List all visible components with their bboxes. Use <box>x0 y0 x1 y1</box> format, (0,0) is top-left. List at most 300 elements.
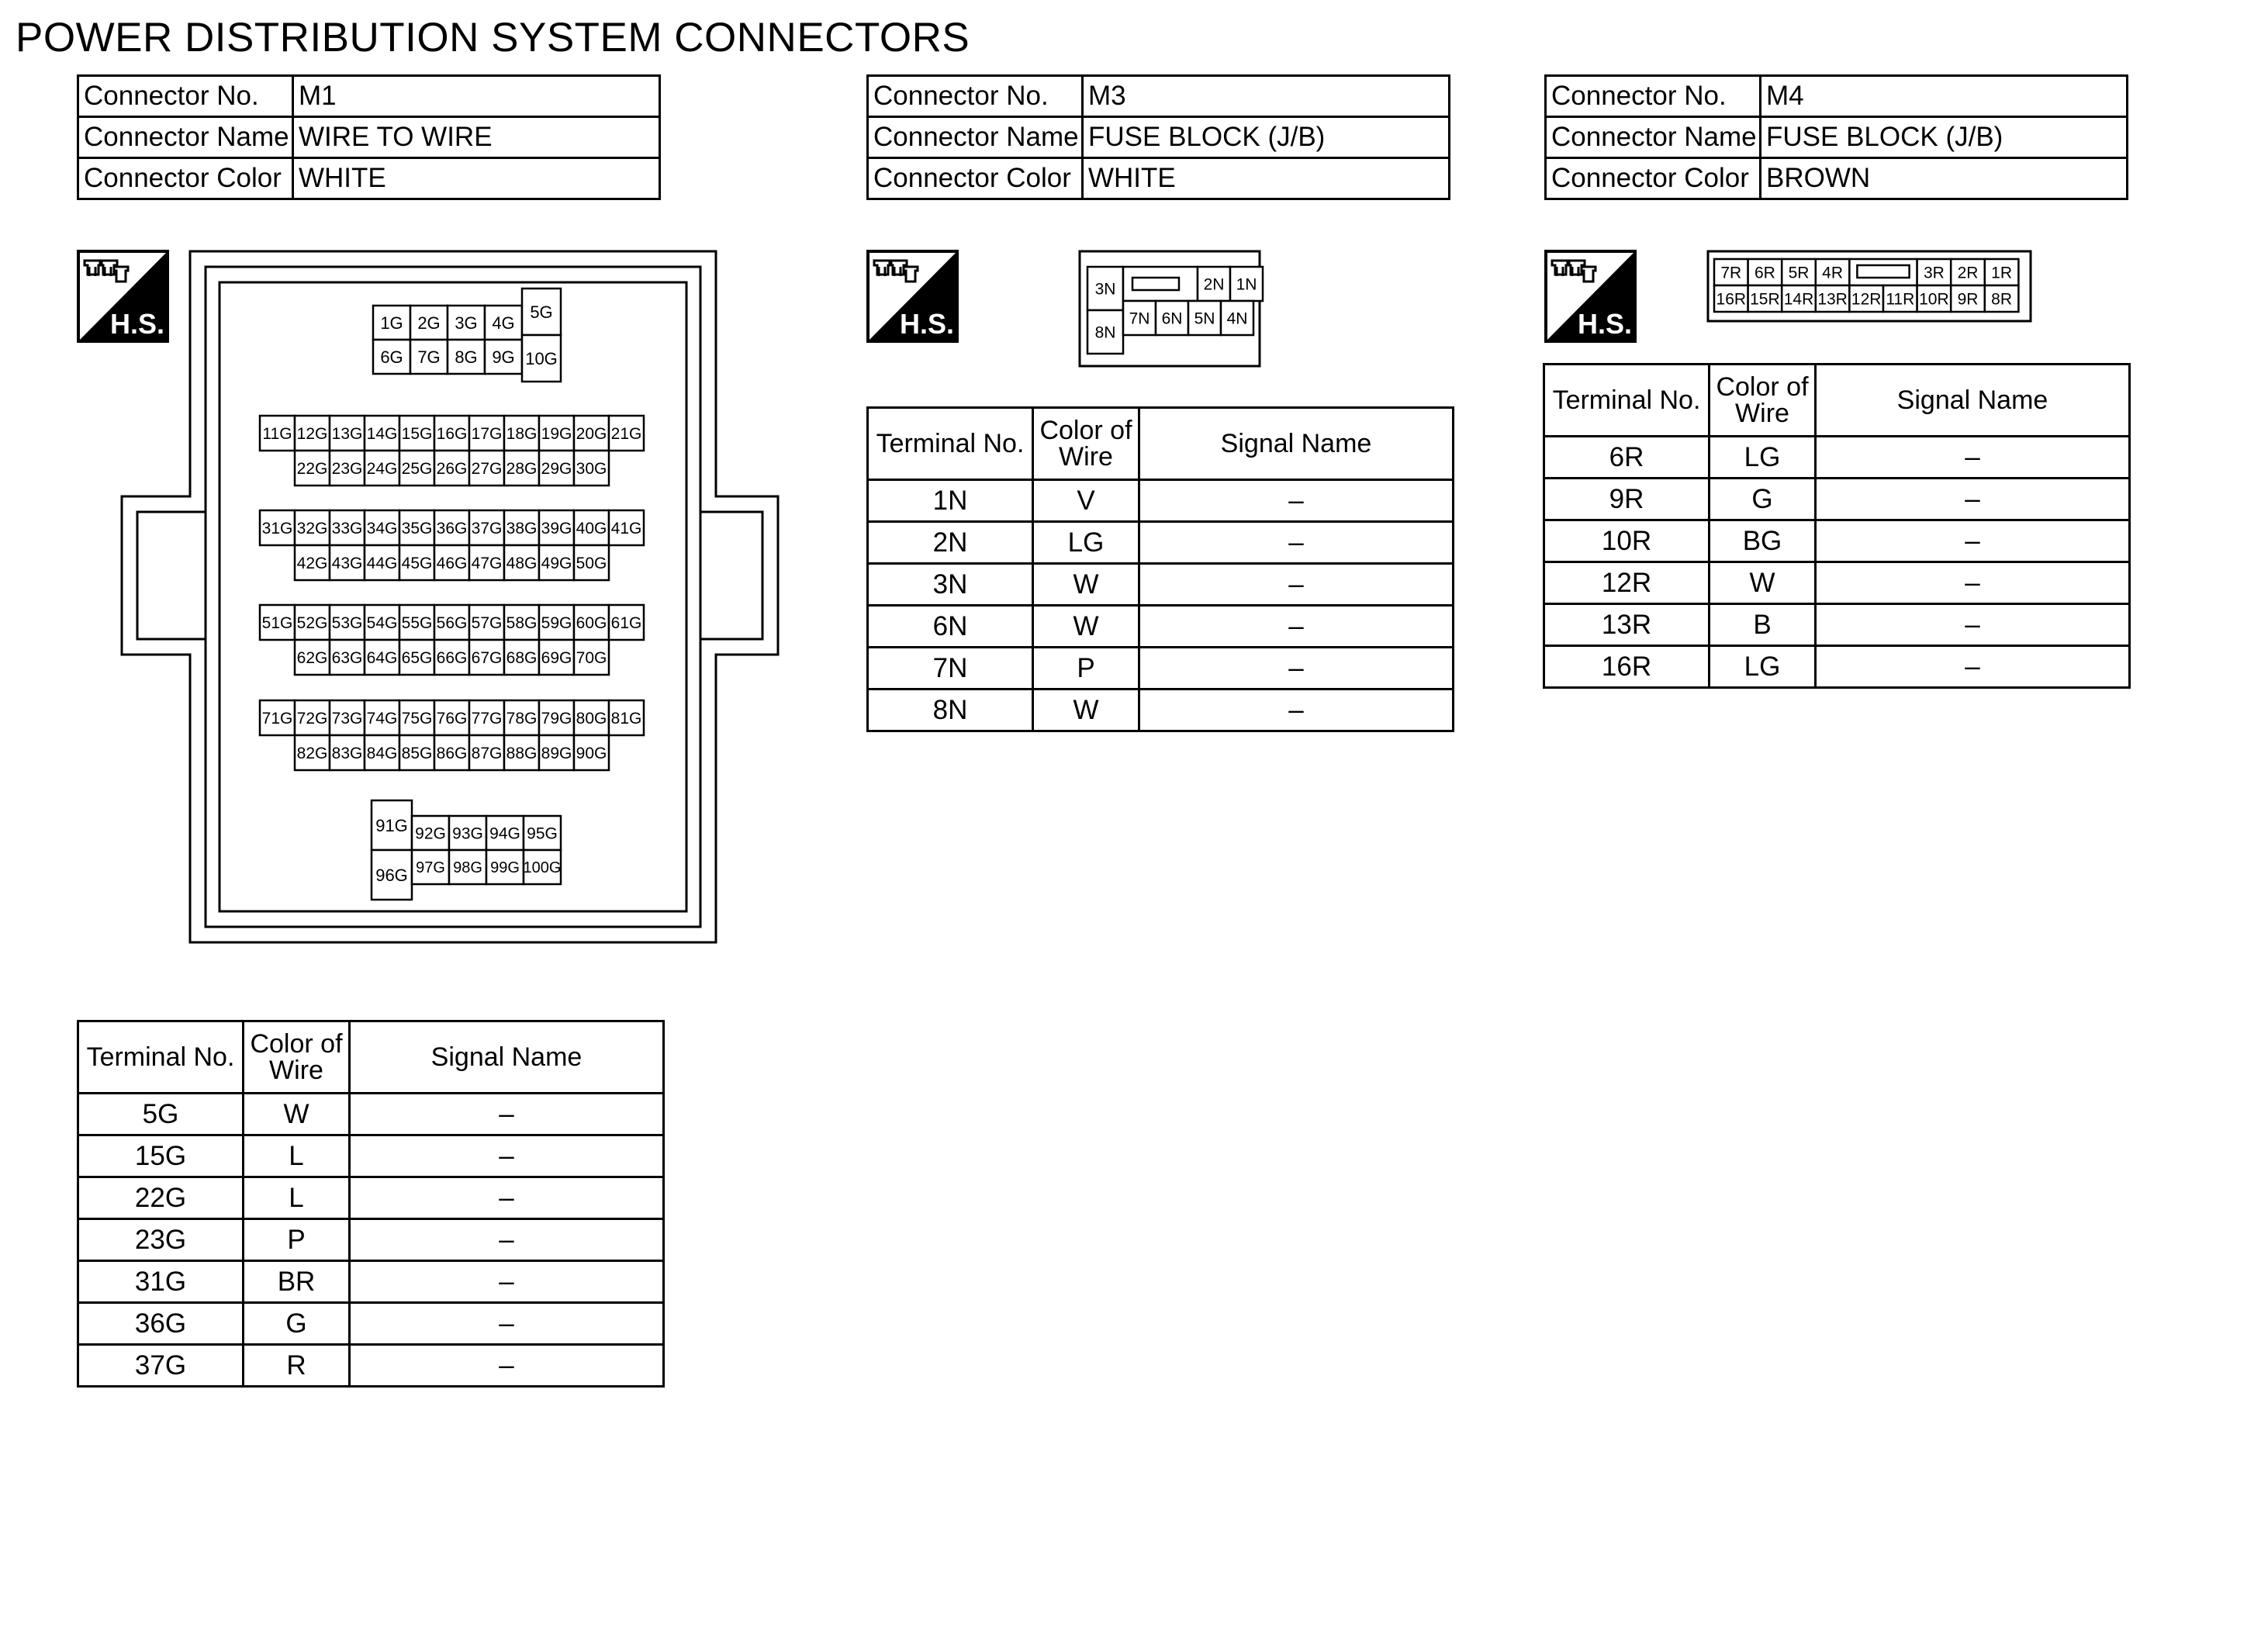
pin-label: 9R <box>1957 290 1979 309</box>
table-row <box>868 606 1454 648</box>
pin-label: 26G <box>436 460 468 479</box>
table-row <box>1544 479 2130 520</box>
info-label: Connector Color <box>868 158 1083 199</box>
terminal-no-cell: 37G <box>78 1345 244 1387</box>
connector-pin <box>372 800 412 850</box>
connector-pin <box>434 545 469 580</box>
connector-pin <box>504 510 539 545</box>
terminal-no-cell: 16R <box>1544 646 1710 688</box>
pin-label: 3N <box>1094 280 1116 299</box>
connector-pin <box>1917 285 1952 312</box>
pin-label: 8R <box>1991 290 2013 309</box>
connector-pin <box>524 816 561 850</box>
connector-pin <box>504 451 539 486</box>
wire-color-cell: LG <box>1710 437 1816 479</box>
pin-label: 48G <box>506 555 538 573</box>
connector-pin <box>1748 259 1782 285</box>
connector-pin <box>365 451 399 486</box>
harness-side-icon <box>866 250 959 343</box>
wire-color-cell: W <box>244 1094 350 1135</box>
wire-color-cell: BR <box>244 1261 350 1303</box>
pin-label: 74G <box>366 710 398 728</box>
pin-label: 33G <box>331 520 363 538</box>
pin-label: 4N <box>1226 309 1248 328</box>
terminal-no-cell: 36G <box>78 1303 244 1345</box>
pin-label: 1G <box>380 313 403 333</box>
pin-label: 50G <box>576 555 607 573</box>
pin-label: 5G <box>530 302 553 322</box>
pin-label: 37G <box>471 520 503 538</box>
signal-name-cell: – <box>1139 648 1454 689</box>
pin-label: 19G <box>541 425 572 444</box>
pin-label: 7R <box>1720 264 1742 282</box>
signal-name-cell: – <box>1139 564 1454 606</box>
pin-label: 63G <box>331 649 363 668</box>
pin-label: 6N <box>1161 309 1183 328</box>
table-row <box>78 1303 664 1345</box>
connector-pin <box>330 640 365 675</box>
pin-label: 15G <box>401 425 433 444</box>
pin-label: 8G <box>455 347 478 367</box>
pin-label: 4G <box>492 313 515 333</box>
terminal-no-cell: 10R <box>1544 520 1710 562</box>
pin-label: 12R <box>1851 290 1882 309</box>
connector-pin <box>539 735 574 770</box>
connector-pin <box>609 605 644 640</box>
connector-pin <box>330 735 365 770</box>
connector-pin <box>295 605 330 640</box>
pin-label: 12G <box>296 425 328 444</box>
connector-pin <box>504 416 539 451</box>
pin-label: 34G <box>366 520 398 538</box>
connector-pin <box>539 451 574 486</box>
connector-no-value: M4 <box>1761 76 2128 117</box>
pin-label: 13G <box>331 425 363 444</box>
info-label: Connector Name <box>868 117 1083 158</box>
info-label: Connector Name <box>78 117 293 158</box>
pin-label: 95G <box>527 824 558 843</box>
wire-color-cell: LG <box>1710 646 1816 688</box>
connector-pin <box>469 700 504 735</box>
table-header-row <box>78 1021 664 1094</box>
table-row <box>1544 562 2130 604</box>
connector-pin <box>539 416 574 451</box>
table-row <box>78 1219 664 1261</box>
table-row <box>1544 437 2130 479</box>
signal-name-cell: – <box>350 1261 664 1303</box>
table-row <box>78 1135 664 1177</box>
wire-color-cell: V <box>1033 480 1139 522</box>
pin-label: 28G <box>506 460 538 479</box>
pin-label: 30G <box>576 460 607 479</box>
table-row <box>868 564 1454 606</box>
connector-pin <box>372 850 412 900</box>
pin-label: 72G <box>296 710 328 728</box>
info-label: Connector No. <box>868 76 1083 117</box>
hs-label: H.S. <box>899 308 955 340</box>
connector-pin <box>539 700 574 735</box>
pin-label: 16R <box>1716 290 1747 309</box>
connector-pin <box>1123 301 1156 335</box>
signal-name-cell: – <box>1816 562 2130 604</box>
signal-name-cell: – <box>350 1177 664 1219</box>
pin-label: 16G <box>436 425 468 444</box>
pin-label: 77G <box>471 710 503 728</box>
info-row-color <box>1546 158 2128 199</box>
connector-pin <box>260 416 295 451</box>
connector-face-m3 <box>1078 250 1261 368</box>
connector-pin <box>1849 285 1883 312</box>
pin-label: 52G <box>296 614 328 633</box>
connector-pin <box>504 605 539 640</box>
pin-label: 80G <box>576 710 607 728</box>
pin-label: 88G <box>506 745 538 763</box>
connector-color-value: WHITE <box>1083 158 1450 199</box>
header-signal-name: Signal Name <box>350 1021 664 1094</box>
connector-color-value: WHITE <box>293 158 660 199</box>
connector-pin <box>1748 285 1782 312</box>
pin-label: 68G <box>506 649 538 668</box>
pin-label: 43G <box>331 555 363 573</box>
pin-label: 84G <box>366 745 398 763</box>
pin-label: 42G <box>296 555 328 573</box>
info-label: Connector Color <box>1546 158 1761 199</box>
pin-label: 55G <box>401 614 433 633</box>
connector-pin <box>522 289 561 335</box>
header-signal-name: Signal Name <box>1139 408 1454 480</box>
pin-label: 36G <box>436 520 468 538</box>
connector-pin <box>1985 259 2019 285</box>
connector-pin <box>1816 259 1850 285</box>
m1-tab-right <box>700 512 762 639</box>
connector-pin <box>574 605 609 640</box>
pin-label: 14R <box>1783 290 1814 309</box>
connector-pin <box>330 510 365 545</box>
pin-label: 39G <box>541 520 572 538</box>
wire-color-cell: L <box>244 1135 350 1177</box>
connector-name-value: WIRE TO WIRE <box>293 117 660 158</box>
connector-pin <box>539 605 574 640</box>
wire-color-cell: BG <box>1710 520 1816 562</box>
pin-label: 13R <box>1817 290 1848 309</box>
connector-pin <box>1714 285 1748 312</box>
connector-pin <box>448 306 485 340</box>
wire-color-cell: G <box>244 1303 350 1345</box>
pin-label: 78G <box>506 710 538 728</box>
connector-face-m4 <box>1706 250 2032 323</box>
connector-pin <box>399 416 434 451</box>
connector-info-m3 <box>866 74 1450 200</box>
connector-pin <box>469 605 504 640</box>
pin-label: 73G <box>331 710 363 728</box>
signal-name-cell: – <box>1816 646 2130 688</box>
pin-label: 6G <box>380 347 403 367</box>
pin-label: 3R <box>1923 264 1945 282</box>
pin-label: 75G <box>401 710 433 728</box>
pin-label: 83G <box>331 745 363 763</box>
connector-pin <box>365 640 399 675</box>
pin-label: 60G <box>576 614 607 633</box>
terminal-no-cell: 13R <box>1544 604 1710 646</box>
pin-label: 86G <box>436 745 468 763</box>
terminal-no-cell: 5G <box>78 1094 244 1135</box>
pin-label: 97G <box>416 859 445 877</box>
terminal-table-m1 <box>77 1020 665 1388</box>
connector-pin <box>449 816 486 850</box>
connector-pin <box>365 700 399 735</box>
terminal-no-cell: 12R <box>1544 562 1710 604</box>
pin-label: 45G <box>401 555 433 573</box>
wire-color-cell: LG <box>1033 522 1139 564</box>
table-row <box>868 648 1454 689</box>
connector-info-m1 <box>77 74 661 200</box>
connector-pin <box>434 700 469 735</box>
connector-pin <box>330 605 365 640</box>
header-terminal-no: Terminal No. <box>78 1021 244 1094</box>
connector-pin <box>1917 259 1952 285</box>
pin-label: 57G <box>471 614 503 633</box>
pin-label: 29G <box>541 460 572 479</box>
info-row-color <box>78 158 660 199</box>
connector-name-value: FUSE BLOCK (J/B) <box>1083 117 1450 158</box>
pin-label: 62G <box>296 649 328 668</box>
pin-label: 20G <box>576 425 607 444</box>
pin-label: 6R <box>1754 264 1775 282</box>
connector-pin <box>522 335 561 382</box>
wire-color-cell: R <box>244 1345 350 1387</box>
signal-name-cell: – <box>1816 604 2130 646</box>
connector-pin <box>449 850 486 884</box>
connector-pin <box>609 416 644 451</box>
pin-label: 70G <box>576 649 607 668</box>
pin-label: 38G <box>506 520 538 538</box>
pin-label: 5R <box>1788 264 1810 282</box>
terminal-no-cell: 22G <box>78 1177 244 1219</box>
table-header-row <box>1544 365 2130 437</box>
connector-pin <box>469 451 504 486</box>
connector-pin <box>295 735 330 770</box>
pin-label: 51G <box>261 614 293 633</box>
signal-name-cell: – <box>1139 480 1454 522</box>
pin-label: 9G <box>492 347 515 367</box>
connector-pin <box>1816 285 1850 312</box>
info-row-no <box>1546 76 2128 117</box>
connector-pin <box>1951 259 1985 285</box>
signal-name-cell: – <box>1139 689 1454 731</box>
pin-label: 66G <box>436 649 468 668</box>
connector-pin <box>365 510 399 545</box>
connector-pin <box>260 510 295 545</box>
connector-pin <box>365 605 399 640</box>
connector-pin <box>365 416 399 451</box>
pin-label: 23G <box>331 460 363 479</box>
signal-name-cell: – <box>1816 520 2130 562</box>
table-row <box>868 689 1454 731</box>
connector-pin <box>365 735 399 770</box>
hs-label: H.S. <box>109 308 165 340</box>
connector-pin <box>539 510 574 545</box>
terminal-no-cell: 23G <box>78 1219 244 1261</box>
latch-slot <box>1857 265 1909 278</box>
connector-pin <box>609 700 644 735</box>
connector-pin <box>574 510 609 545</box>
header-signal-name: Signal Name <box>1816 365 2130 437</box>
pin-label: 69G <box>541 649 572 668</box>
pin-label: 65G <box>401 649 433 668</box>
pin-label: 94G <box>489 824 520 843</box>
table-row <box>1544 520 2130 562</box>
pin-label: 35G <box>401 520 433 538</box>
pin-label: 10R <box>1919 290 1949 309</box>
connector-pin <box>410 306 448 340</box>
connector-pin <box>434 416 469 451</box>
pin-label: 87G <box>471 745 503 763</box>
connector-face-m1 <box>120 250 784 944</box>
connector-pin <box>330 451 365 486</box>
connector-pin <box>539 545 574 580</box>
connector-pin <box>469 735 504 770</box>
pin-label: 82G <box>296 745 328 763</box>
connector-pin <box>295 416 330 451</box>
table-row <box>1544 646 2130 688</box>
connector-pin <box>1221 301 1253 335</box>
pin-label: 10G <box>525 348 558 368</box>
terminal-no-cell: 7N <box>868 648 1033 689</box>
terminal-table-m3 <box>866 406 1454 732</box>
pin-label: 100G <box>523 859 562 877</box>
pin-label: 98G <box>453 859 482 877</box>
pin-label: 21G <box>610 425 642 444</box>
pin-label: 7N <box>1129 309 1150 328</box>
connector-pin <box>373 306 410 340</box>
connector-pin <box>1951 285 1985 312</box>
pin-label: 90G <box>576 745 607 763</box>
signal-name-cell: – <box>350 1345 664 1387</box>
pin-label: 44G <box>366 555 398 573</box>
table-row <box>1544 604 2130 646</box>
info-label: Connector Name <box>1546 117 1761 158</box>
pin-label: 17G <box>471 425 503 444</box>
pin-label: 1R <box>1991 264 2013 282</box>
connector-pin <box>365 545 399 580</box>
connector-color-value: BROWN <box>1761 158 2128 199</box>
pin-label: 11R <box>1886 290 1915 309</box>
table-row <box>868 522 1454 564</box>
connector-pin <box>399 640 434 675</box>
pin-label: 5N <box>1194 309 1215 328</box>
connector-pin <box>574 735 609 770</box>
pin-label: 96G <box>375 865 408 885</box>
header-terminal-no: Terminal No. <box>868 408 1033 480</box>
connector-pin <box>412 816 449 850</box>
pin-label: 46G <box>436 555 468 573</box>
connector-pin <box>574 700 609 735</box>
signal-name-cell: – <box>1139 522 1454 564</box>
connector-pin <box>412 850 449 884</box>
connector-pin <box>504 700 539 735</box>
connector-info-m4 <box>1544 74 2128 200</box>
signal-name-cell: – <box>350 1303 664 1345</box>
pin-label: 64G <box>366 649 398 668</box>
pin-label: 47G <box>471 555 503 573</box>
connector-pin <box>1883 285 1917 312</box>
connector-pin <box>469 416 504 451</box>
connector-pin <box>469 510 504 545</box>
pin-label: 53G <box>331 614 363 633</box>
terminal-table-m4 <box>1543 363 2131 689</box>
connector-pin <box>330 545 365 580</box>
wire-color-cell: W <box>1710 562 1816 604</box>
signal-name-cell: – <box>1816 479 2130 520</box>
connector-pin <box>434 510 469 545</box>
terminal-no-cell: 31G <box>78 1261 244 1303</box>
pin-label: 41G <box>610 520 642 538</box>
header-wire-color: Color of Wire <box>244 1021 350 1094</box>
connector-pin <box>539 640 574 675</box>
table-row <box>78 1261 664 1303</box>
wire-color-cell: W <box>1033 564 1139 606</box>
connector-pin <box>399 510 434 545</box>
pin-label: 25G <box>401 460 433 479</box>
pin-label: 1N <box>1236 275 1257 294</box>
connector-pin <box>485 340 522 374</box>
connector-pin <box>1087 310 1123 354</box>
connector-pin <box>399 451 434 486</box>
terminal-no-cell: 3N <box>868 564 1033 606</box>
pin-label: 71G <box>261 710 293 728</box>
terminal-no-cell: 9R <box>1544 479 1710 520</box>
pin-label: 40G <box>576 520 607 538</box>
latch-slot <box>1132 278 1179 290</box>
pin-label: 8N <box>1094 323 1116 342</box>
pin-label: 79G <box>541 710 572 728</box>
header-terminal-no: Terminal No. <box>1544 365 1710 437</box>
pin-label: 61G <box>610 614 642 633</box>
pin-label: 81G <box>610 710 642 728</box>
terminal-no-cell: 6N <box>868 606 1033 648</box>
connector-pin <box>1087 267 1123 310</box>
connector-pin <box>434 640 469 675</box>
connector-pin <box>574 451 609 486</box>
connector-name-value: FUSE BLOCK (J/B) <box>1761 117 2128 158</box>
connector-pin <box>410 340 448 374</box>
connector-pin <box>469 640 504 675</box>
pin-label: 89G <box>541 745 572 763</box>
connector-pin <box>260 700 295 735</box>
wire-color-cell: P <box>1033 648 1139 689</box>
page-title: POWER DISTRIBUTION SYSTEM CONNECTORS <box>16 15 970 60</box>
harness-side-icon <box>1544 250 1637 343</box>
table-row <box>78 1177 664 1219</box>
connector-pin <box>295 700 330 735</box>
table-header-row <box>868 408 1454 480</box>
pin-label: 14G <box>366 425 398 444</box>
connector-pin <box>373 340 410 374</box>
signal-name-cell: – <box>1816 437 2130 479</box>
connector-pin <box>330 416 365 451</box>
info-row-name <box>868 117 1450 158</box>
pin-label: 49G <box>541 555 572 573</box>
connector-pin <box>295 451 330 486</box>
connector-pin <box>1230 267 1263 301</box>
wire-color-cell: L <box>244 1177 350 1219</box>
connector-pin <box>434 605 469 640</box>
pin-label: 31G <box>261 520 293 538</box>
connector-pin <box>1188 301 1221 335</box>
wire-color-cell: B <box>1710 604 1816 646</box>
wire-color-cell: G <box>1710 479 1816 520</box>
connector-pin <box>574 640 609 675</box>
